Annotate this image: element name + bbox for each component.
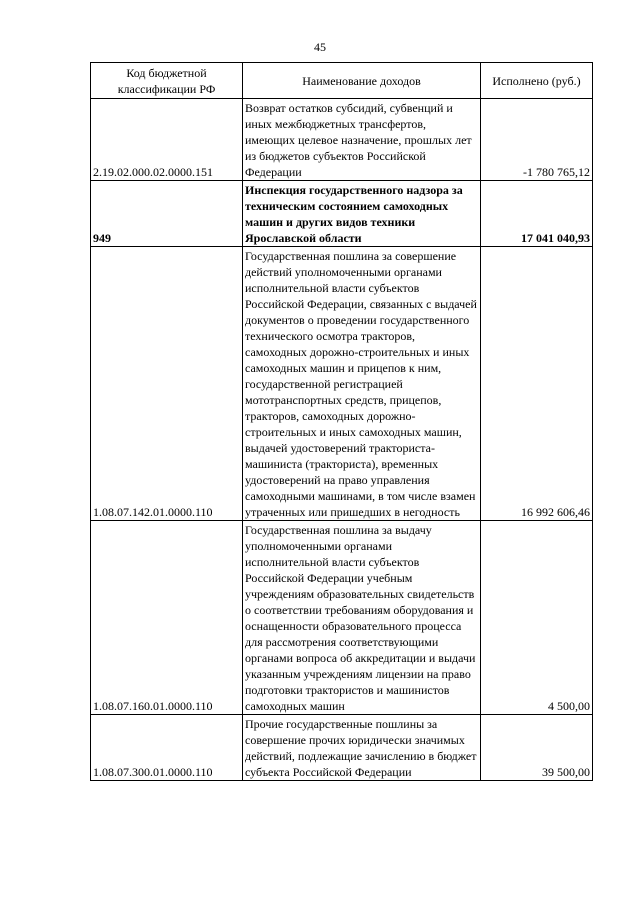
header-executed: Исполнено (руб.) — [481, 63, 593, 99]
row-amount: -1 780 765,12 — [481, 99, 593, 181]
row-code: 2.19.02.000.02.0000.151 — [91, 99, 243, 181]
row-amount: 4 500,00 — [481, 521, 593, 715]
header-name: Наименование доходов — [243, 63, 481, 99]
row-name: Прочие государственные пошлины за совершение прочих юридически значимых действий, подлежащие зачислению в бюджет субъекта Российской Федерации — [243, 715, 481, 781]
page-number: 45 — [314, 40, 326, 54]
table-row-section — [91, 181, 593, 247]
row-name: Инспекция государственного надзора за техническим состоянием самоходных машин и других видов техники Ярославской области — [243, 181, 481, 247]
row-code: 1.08.07.160.01.0000.110 — [91, 521, 243, 715]
revenue-table — [90, 62, 593, 781]
table-row — [91, 99, 593, 181]
row-amount: 39 500,00 — [481, 715, 593, 781]
row-code: 1.08.07.300.01.0000.110 — [91, 715, 243, 781]
row-amount: 17 041 040,93 — [481, 181, 593, 247]
table-row — [91, 247, 593, 521]
row-name: Государственная пошлина за совершение действий уполномоченными органами исполнительной власти субъектов Российской Федерации, связанных с выдачей документов о проведении государственного технического осмотра тракторов, самоходных дорожно-строительных и иных самоходных машин и прицепов к ним, государственной регистрацией мототранспортных средств, прицепов, тракторов, самоходных дорожно-строительных и иных самоходных машин, выдачей удостоверений тракториста-машиниста (тракториста), временных удостоверений на право управления самоходными машинами, в том числе взамен утраченных или пришедших в негодность — [243, 247, 481, 521]
row-amount: 16 992 606,46 — [481, 247, 593, 521]
row-code: 1.08.07.142.01.0000.110 — [91, 247, 243, 521]
row-name: Государственная пошлина за выдачу уполномоченными органами исполнительной власти субъектов Российской Федерации учебным учреждениям образовательных свидетельств о соответствии требованиям оборудования и оснащенности образовательного процесса для рассмотрения соответствующими органами вопроса об аккредитации и выдачи указанным учреждениям лицензии на право подготовки трактористов и машинистов самоходных машин — [243, 521, 481, 715]
table-row — [91, 521, 593, 715]
table-header-row — [91, 63, 593, 99]
row-code: 949 — [91, 181, 243, 247]
row-name: Возврат остатков субсидий, субвенций и иных межбюджетных трансфертов, имеющих целевое назначение, прошлых лет из бюджетов субъектов Российской Федерации — [243, 99, 481, 181]
table-row — [91, 715, 593, 781]
header-code: Код бюджетной классификации РФ — [91, 63, 243, 99]
